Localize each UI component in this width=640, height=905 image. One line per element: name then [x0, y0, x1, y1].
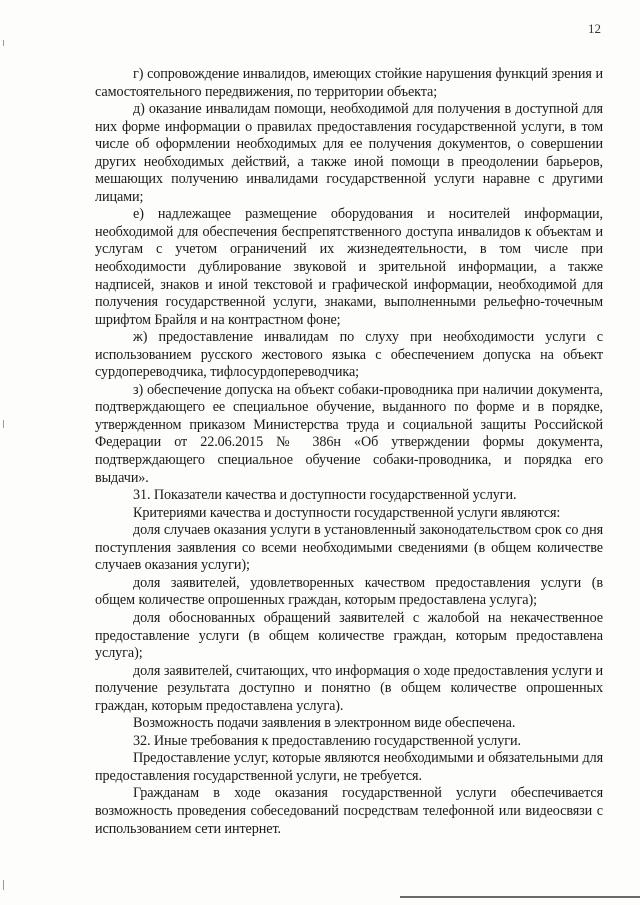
- section-heading-32: 32. Иные требования к предоставлению государственной услуги.: [133, 732, 521, 749]
- document-body: [95, 66, 603, 838]
- electronic-submission: Возможность подачи заявления в электронном виде обеспечена.: [133, 715, 516, 732]
- criterion-satisfaction: доля заявителей, удовлетворенных качеством предоставления услуги (в общем количестве опрошенных граждан, которым предоставлена услуга);: [95, 574, 603, 609]
- paragraph-item-zh: ж) предоставление инвалидам по слуху при необходимости услуги с использованием русского жестового языка с обеспечением допуска на объект сурдопереводчика, тифлосурдопереводчика;: [95, 329, 603, 381]
- paragraph-item-e: е) надлежащее размещение оборудования и носителей информации, необходимой для обеспечения беспрепятственного доступа инвалидов к объектам и услугам с учетом ограничений их жизнедеятельности, в том числе при необходимости дублирование звуковой и зрительной информации, а также надписей, знаков и иной текстовой и графической информации, необходимой для получения государственной услуги, знаками, выполненными рельефно-точечным шрифтом Брайля и на контрастном фоне;: [95, 206, 603, 328]
- scan-bottom-rule: [400, 896, 640, 898]
- criteria-intro: Критериями качества и доступности государственной услуги являются:: [133, 504, 561, 521]
- section-heading-31: 31. Показатели качества и доступности государственной услуги.: [133, 487, 517, 504]
- criterion-complaints: доля обоснованных обращений заявителей с жалобой на некачественное предоставление услуги (в общем количестве граждан, которым предоставлена услуга);: [95, 609, 603, 662]
- scan-edge-mark: [3, 420, 4, 428]
- page-number: 12: [588, 21, 601, 36]
- scan-edge-mark: [3, 880, 4, 890]
- scan-edge-mark: [3, 40, 4, 46]
- paragraph-item-d: д) оказание инвалидам помощи, необходимой для получения в доступной для них форме информации о правилах предоставления государственной услуги, в том числе об оформлении необходимых для ее получения документов, о совершении других необходимых действий, а также иной помощи в преодолении барьеров, мешающих получению инвалидами государственной услуги наравне с другими лицами;: [95, 101, 603, 205]
- criterion-information: доля заявителей, считающих, что информация о ходе предоставления услуги и получение результата доступно и понятно (в общем количестве опрошенных граждан, которым предоставлена услуга).: [95, 662, 603, 714]
- mandatory-services: Предоставление услуг, которые являются необходимыми и обязательными для предоставления государственной услуги, не требуется.: [95, 750, 603, 784]
- paragraph-item-z: з) обеспечение допуска на объект собаки-проводника при наличии документа, подтверждающего ее специальное обучение, выданного по форме и в порядке, утвержденном приказом Министерства труда и социальной защиты Российской Федерации от 22.06.2015 № 386н «Об утверждении формы документа, подтверждающего специальное обучение собаки-проводника, и порядка его выдачи».: [95, 381, 603, 486]
- paragraph-item-g: г) сопровождение инвалидов, имеющих стойкие нарушения функций зрения и самостоятельного передвижения, по территории объекта;: [95, 66, 603, 100]
- remote-interviews: Гражданам в ходе оказания государственной услуги обеспечивается возможность проведения собеседований посредствам телефонной или видеосвязи с использованием сети интернет.: [95, 785, 603, 837]
- criterion-deadline: доля случаев оказания услуги в установленный законодательством срок со дня поступления заявления со всеми необходимыми сведениями (в общем количестве случаев оказания услуги);: [95, 522, 603, 574]
